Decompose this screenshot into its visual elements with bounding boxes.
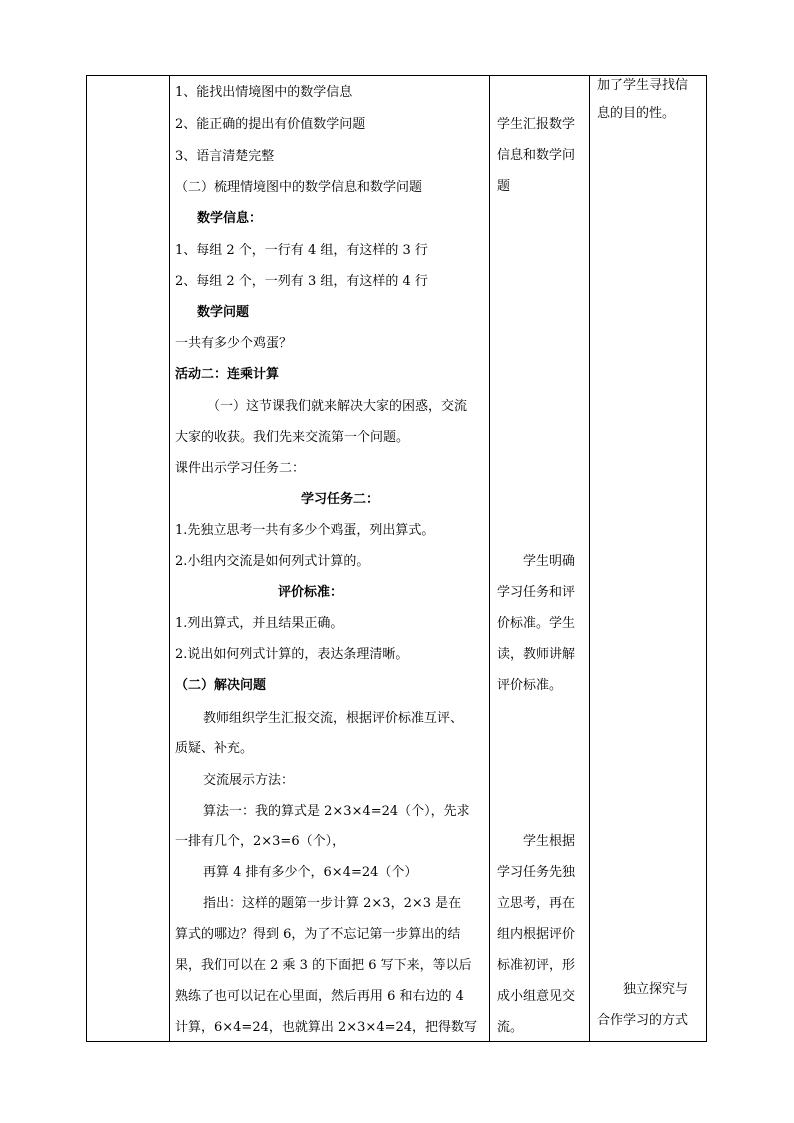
student-note-a3: 题 (497, 179, 511, 194)
student-note-c5: 标准初评，形 (497, 958, 576, 973)
student-note-b3: 价标准。学生 (497, 616, 576, 631)
method-one-line-3: 再算 4 排有多少个，6×4=24（个） (203, 865, 418, 880)
design-note-b1: 独立探究与 (623, 982, 689, 997)
student-note-c1: 学生根据 (523, 834, 576, 849)
explanation-line-3: 果，我们可以在 2 乘 3 的下面把 6 写下来，等以后 (175, 958, 472, 973)
math-question-heading: 数学问题 (197, 305, 250, 320)
design-note-a2: 息的目的性。 (597, 106, 676, 121)
goal-line-3: 3、语言清楚完整 (175, 149, 275, 164)
student-note-b1: 学生明确 (523, 554, 576, 569)
column-divider-2 (489, 76, 490, 1041)
section-heading: （二）梳理情境图中的数学信息和数学问题 (175, 180, 423, 195)
method-one-line-1: 算法一：我的算式是 2×3×4=24（个），先求 (203, 804, 470, 819)
column-divider-3 (589, 76, 590, 1041)
math-info-heading: 数学信息： (197, 211, 263, 226)
task-line-1: 1.先独立思考一共有多少个鸡蛋，列出算式。 (175, 523, 435, 538)
student-note-c7: 流。 (497, 1020, 524, 1035)
math-question: 一共有多少个鸡蛋？ (175, 336, 293, 351)
paragraph-line-4: 质疑、补充。 (175, 741, 254, 756)
paragraph-line-3: 教师组织学生汇报交流，根据评价标准互评、 (203, 711, 464, 726)
student-note-b2: 学习任务和评 (497, 585, 576, 600)
method-one-line-2: 一排有几个，2×3=6（个）， (175, 834, 346, 849)
explanation-line-4: 熟练了也可以记在心里面，然后再用 6 和右边的 4 (175, 989, 464, 1004)
student-note-b5: 评价标准。 (497, 678, 563, 693)
student-note-c3: 立思考，再在 (497, 896, 576, 911)
student-note-b4: 读，教师讲解 (497, 647, 576, 662)
criteria-heading: 评价标准： (278, 585, 344, 600)
design-note-b2: 合作学习的方式 (597, 1013, 689, 1028)
criteria-line-2: 2.说出如何列式计算的，表达条理清晰。 (175, 647, 409, 662)
paragraph-line-2: 大家的收获。我们先来交流第一个问题。 (175, 430, 410, 445)
design-note-a1: 加了学生寻找信 (597, 78, 689, 93)
student-note-c6: 成小组意见交 (497, 989, 576, 1004)
learning-task-heading: 学习任务二： (301, 492, 380, 507)
explanation-line-1: 指出：这样的题第一步计算 2×3，2×3 是在 (203, 896, 462, 911)
task-line-2: 2.小组内交流是如何列式计算的。 (175, 554, 370, 569)
student-note-c2: 学习任务先独 (497, 865, 576, 880)
explanation-line-2: 算式的哪边？得到 6，为了不忘记第一步算出的结 (175, 927, 461, 942)
criteria-line-1: 1.列出算式，并且结果正确。 (175, 616, 344, 631)
explanation-line-5: 计算，6×4=24，也就算出 2×3×4=24，把得数写 (175, 1020, 478, 1035)
goal-line-1: 1、能找出情境图中的数学信息 (175, 85, 353, 100)
student-note-c4: 组内根据评价 (497, 927, 576, 942)
activity-two-heading: 活动二：连乘计算 (175, 367, 280, 382)
paragraph-line-1: （一）这节课我们就来解决大家的困惑，交流 (207, 399, 468, 414)
exchange-methods-line: 交流展示方法： (203, 773, 295, 788)
lesson-plan-table (86, 75, 707, 1042)
math-info-line-1: 1、每组 2 个，一行有 4 组，有这样的 3 行 (175, 243, 428, 258)
math-info-line-2: 2、每组 2 个，一列有 3 组，有这样的 4 行 (175, 274, 428, 289)
student-note-a1: 学生汇报数学 (497, 117, 576, 132)
column-divider-1 (169, 76, 170, 1041)
goal-line-2: 2、能正确的提出有价值数学问题 (175, 117, 366, 132)
courseware-task-line: 课件出示学习任务二： (175, 461, 306, 476)
solve-problem-heading: （二）解决问题 (175, 678, 267, 693)
student-note-a2: 信息和数学问 (497, 148, 576, 163)
